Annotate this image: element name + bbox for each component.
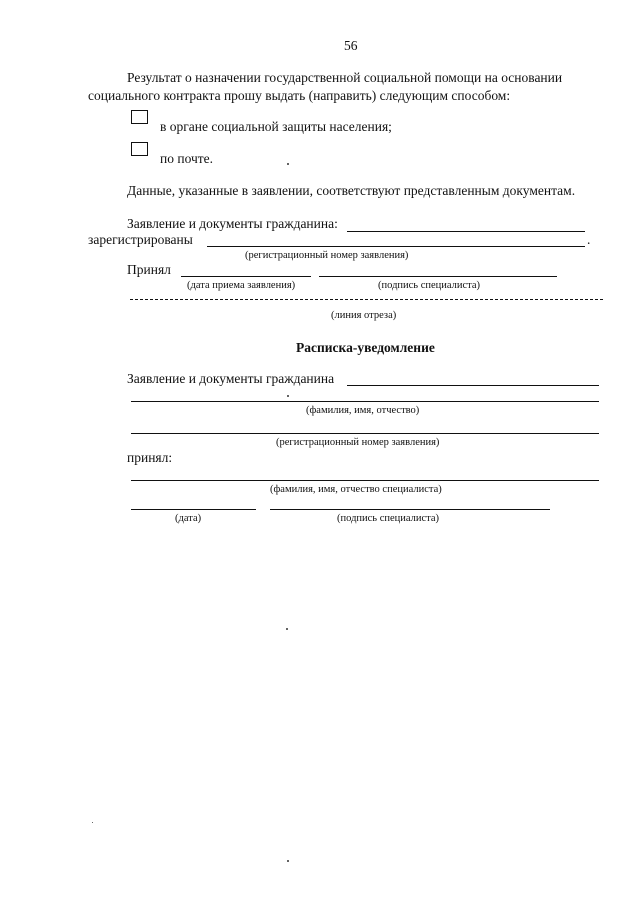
receipt-signature-line[interactable] [270,509,550,510]
specialist-signature-line[interactable] [319,276,557,277]
intro-line-1: Результат о назначении государственной социальной помощи на основании [127,70,563,85]
receipt-date-caption: (дата) [175,513,202,524]
statement-text: Данные, указанные в заявлении, соответствуют представленным документам. [127,183,576,198]
specialist-fio-caption: (фамилия, имя, отчество специалиста) [270,484,442,495]
receipt-applicant-line-1[interactable] [347,385,599,386]
receipt-reg-number-caption: (регистрационный номер заявления) [276,437,440,448]
scan-speck [287,860,289,862]
scan-speck [92,822,93,823]
receipt-date-line[interactable] [131,509,256,510]
acceptance-date-line[interactable] [181,276,311,277]
registered-label: зарегистрированы [88,232,193,247]
receipt-reg-number-line[interactable] [131,433,599,434]
receipt-title: Расписка-уведомление [296,340,435,355]
cut-line [130,299,603,300]
option-post-label: по почте. [160,151,214,166]
receipt-signature-caption: (подпись специалиста) [337,513,440,524]
accepted-label: Принял [127,262,171,277]
registration-docs-label: Заявление и документы гражданина: [127,216,338,231]
fio-caption: (фамилия, имя, отчество) [306,405,420,416]
cut-line-caption: (линия отреза) [331,310,397,321]
acceptance-date-caption: (дата приема заявления) [187,280,296,291]
signature-caption: (подпись специалиста) [378,280,481,291]
scan-speck [287,163,289,165]
specialist-fio-line[interactable] [131,480,599,481]
receipt-docs-label: Заявление и документы гражданина [127,371,335,386]
intro-line-2: социального контракта прошу выдать (направить) следующим способом: [88,88,511,103]
option-social-protection-label: в органе социальной защиты населения; [160,119,392,134]
receipt-applicant-line-2[interactable] [131,401,599,402]
trailing-dot: . [587,232,591,247]
option-post-checkbox[interactable] [131,142,148,156]
scan-speck [286,628,288,630]
registration-number-line[interactable] [207,246,585,247]
option-social-protection-checkbox[interactable] [131,110,148,124]
scan-speck [287,395,289,397]
applicant-name-line[interactable] [347,231,585,232]
receipt-accepted-label: принял: [127,450,173,465]
reg-number-caption: (регистрационный номер заявления) [245,250,409,261]
page-number: 56 [344,38,358,53]
